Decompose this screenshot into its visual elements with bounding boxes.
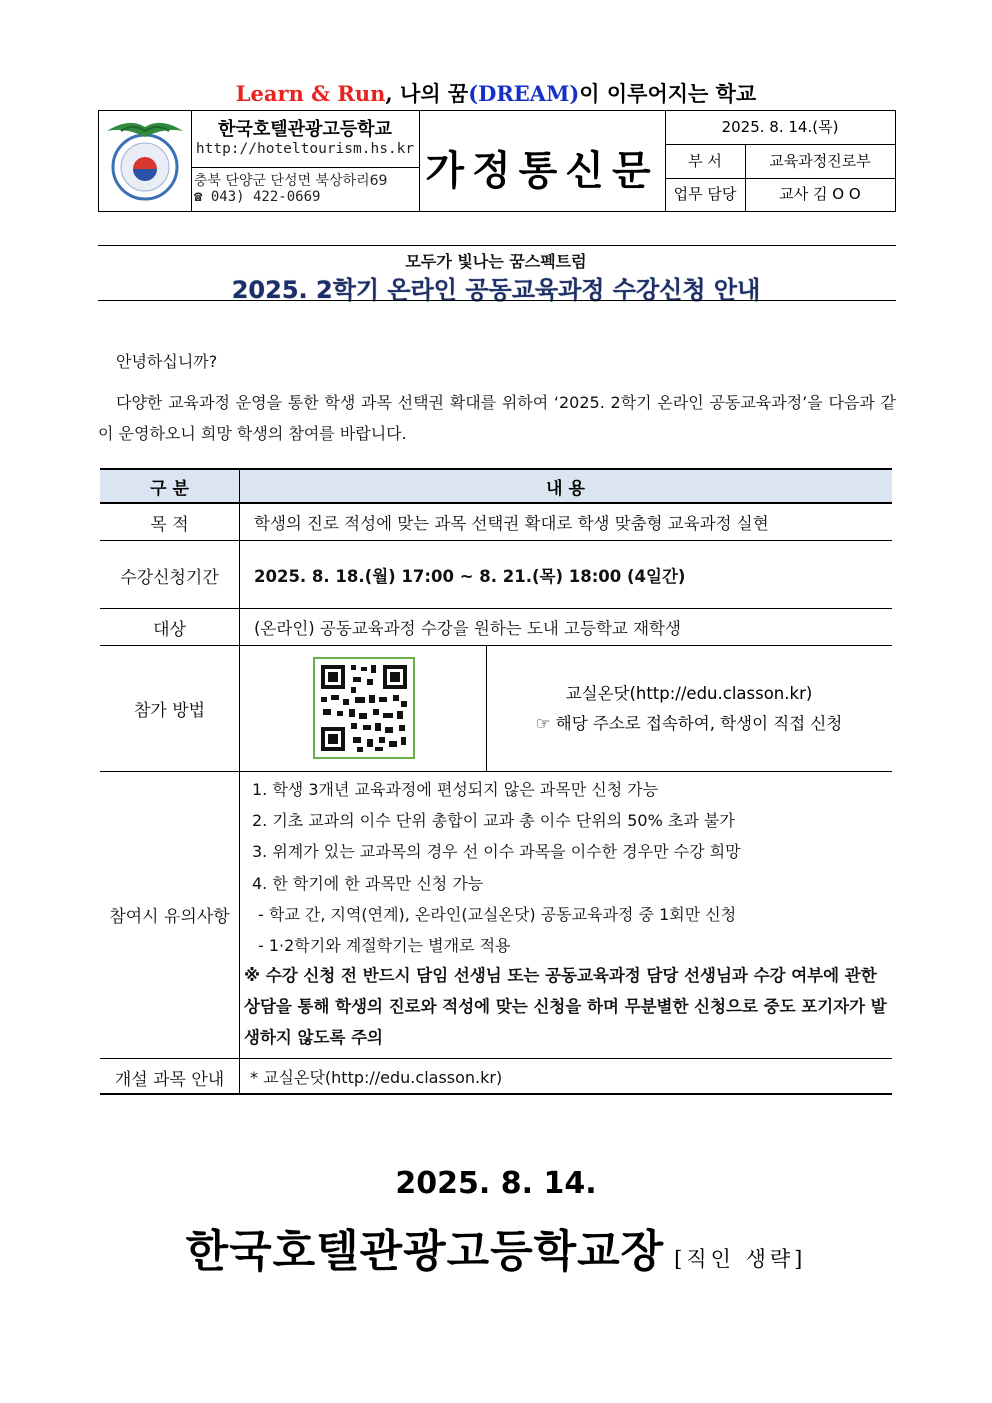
table-divider <box>100 608 892 609</box>
note-item: 4. 한 학기에 한 과목만 신청 가능 <box>252 874 484 893</box>
table-method-divider <box>486 645 487 771</box>
footer-principal: 한국호텔관광고등학교장 <box>185 1226 665 1277</box>
school-info <box>191 111 420 211</box>
school-phone: ☎ 043) 422-0669 <box>194 189 321 205</box>
table-column-divider <box>239 468 240 1095</box>
method-site[interactable]: 교실온닷(http://edu.classon.kr) <box>565 684 813 703</box>
footer-seal-note: [직인 생략] <box>674 1247 807 1271</box>
school-name: 한국호텔관광고등학교 <box>218 119 392 140</box>
target-label: 대상 <box>153 620 186 640</box>
footer-signature <box>0 1215 992 1279</box>
motto-text-1: , 나의 꿈 <box>385 81 469 106</box>
motto-dream: (DREAM) <box>468 81 580 106</box>
school-logo <box>99 111 192 211</box>
intro-paragraph: 다양한 교육과정 운영을 통한 학생 과목 선택권 확대를 위하여 ‘2025. 2학기 온라인 공동교육과정’을 다음과 같이 운영하오니 희망 학생의 참여를 바랍니다. <box>98 393 896 443</box>
school-emblem-icon <box>99 111 191 211</box>
purpose-label: 목 적 <box>150 515 189 535</box>
notes-warning: ※ 수강 신청 전 반드시 담임 선생님 또는 공동교육과정 담당 선생님과 수강 여부에 관한 상담을 통해 학생의 진로와 적성에 맞는 신청을 하며 무분별한 신청으로 중도 포기자가 발생하지 않도록 주의 <box>244 966 887 1047</box>
table-divider <box>100 771 892 772</box>
note-item: 3. 위계가 있는 교과목의 경우 선 이수 과목을 이수한 경우만 수강 희망 <box>252 842 741 861</box>
table-border-top <box>100 468 892 470</box>
school-motto <box>0 78 992 108</box>
note-sub-item: - 1·2학기와 계절학기는 별개로 적용 <box>258 936 511 955</box>
school-info-divider <box>191 167 419 168</box>
footer-date: 2025. 8. 14. <box>395 1166 597 1201</box>
school-address: 충북 단양군 단성면 북상하리69 <box>194 173 388 189</box>
doc-title-cell <box>419 111 666 211</box>
table-divider <box>100 540 892 541</box>
period-label: 수강신청기간 <box>120 568 219 588</box>
dept-row <box>665 144 895 179</box>
subtitle: 모두가 빛나는 꿈스펙트럼 <box>405 252 587 271</box>
doc-date-row <box>665 111 895 145</box>
letterhead <box>98 110 896 212</box>
courses-label: 개설 과목 안내 <box>114 1070 225 1090</box>
method-desc: ☞ 해당 주소로 접속하여, 학생이 직접 신청 <box>535 714 843 733</box>
staff-label: 업무 담당 <box>665 178 746 211</box>
note-item: 2. 기초 교과의 이수 단위 총합이 교과 총 이수 단위의 50% 초과 불가 <box>252 811 735 830</box>
period-value: 2025. 8. 18.(월) 17:00 ~ 8. 21.(목) 18:00 (4일간) <box>254 567 686 586</box>
note-item: 1. 학생 3개년 교육과정에 편성되지 않은 과목만 신청 가능 <box>252 780 659 799</box>
table-divider <box>100 645 892 646</box>
purpose-value: 학생의 진로 적성에 맞는 과목 선택권 확대로 학생 맞춤형 교육과정 실현 <box>254 514 769 533</box>
table-head-content: 내 용 <box>546 479 585 499</box>
dept-value: 교육과정진로부 <box>769 152 871 170</box>
info-table <box>100 468 892 1095</box>
note-sub-item: - 학교 간, 지역(연계), 온라인(교실온닷) 공동교육과정 중 1회만 신청 <box>258 905 737 924</box>
qr-code-icon[interactable] <box>313 657 415 759</box>
school-url[interactable]: http://hoteltourism.hs.kr <box>195 141 415 157</box>
table-head-label: 구 분 <box>150 479 189 499</box>
courses-value[interactable]: * 교실온닷(http://edu.classon.kr) <box>250 1068 503 1087</box>
table-border-bottom <box>100 1093 892 1095</box>
motto-text-2: 이 이루어지는 학교 <box>579 81 757 106</box>
target-value: (온라인) 공동교육과정 수강을 원하는 도내 고등학교 재학생 <box>254 619 681 638</box>
motto-learn-run: Learn & Run <box>235 81 386 106</box>
main-title: 2025. 2학기 온라인 공동교육과정 수강신청 안내 <box>231 276 761 304</box>
title-rule-bottom <box>98 300 896 301</box>
notes-label: 참여시 유의사항 <box>109 907 230 927</box>
greeting: 안녕하십니까? <box>116 352 218 371</box>
doc-info-grid <box>665 111 895 211</box>
dept-label: 부 서 <box>665 144 746 178</box>
doc-title: 가정통신문 <box>425 147 659 194</box>
staff-row <box>665 178 895 211</box>
doc-date: 2025. 8. 14.(목) <box>721 118 839 136</box>
method-label: 참가 방법 <box>133 701 206 721</box>
title-rule-top <box>98 245 896 246</box>
table-divider <box>100 1058 892 1059</box>
staff-value: 교사 김 O O <box>779 185 861 203</box>
table-header-border <box>100 502 892 504</box>
